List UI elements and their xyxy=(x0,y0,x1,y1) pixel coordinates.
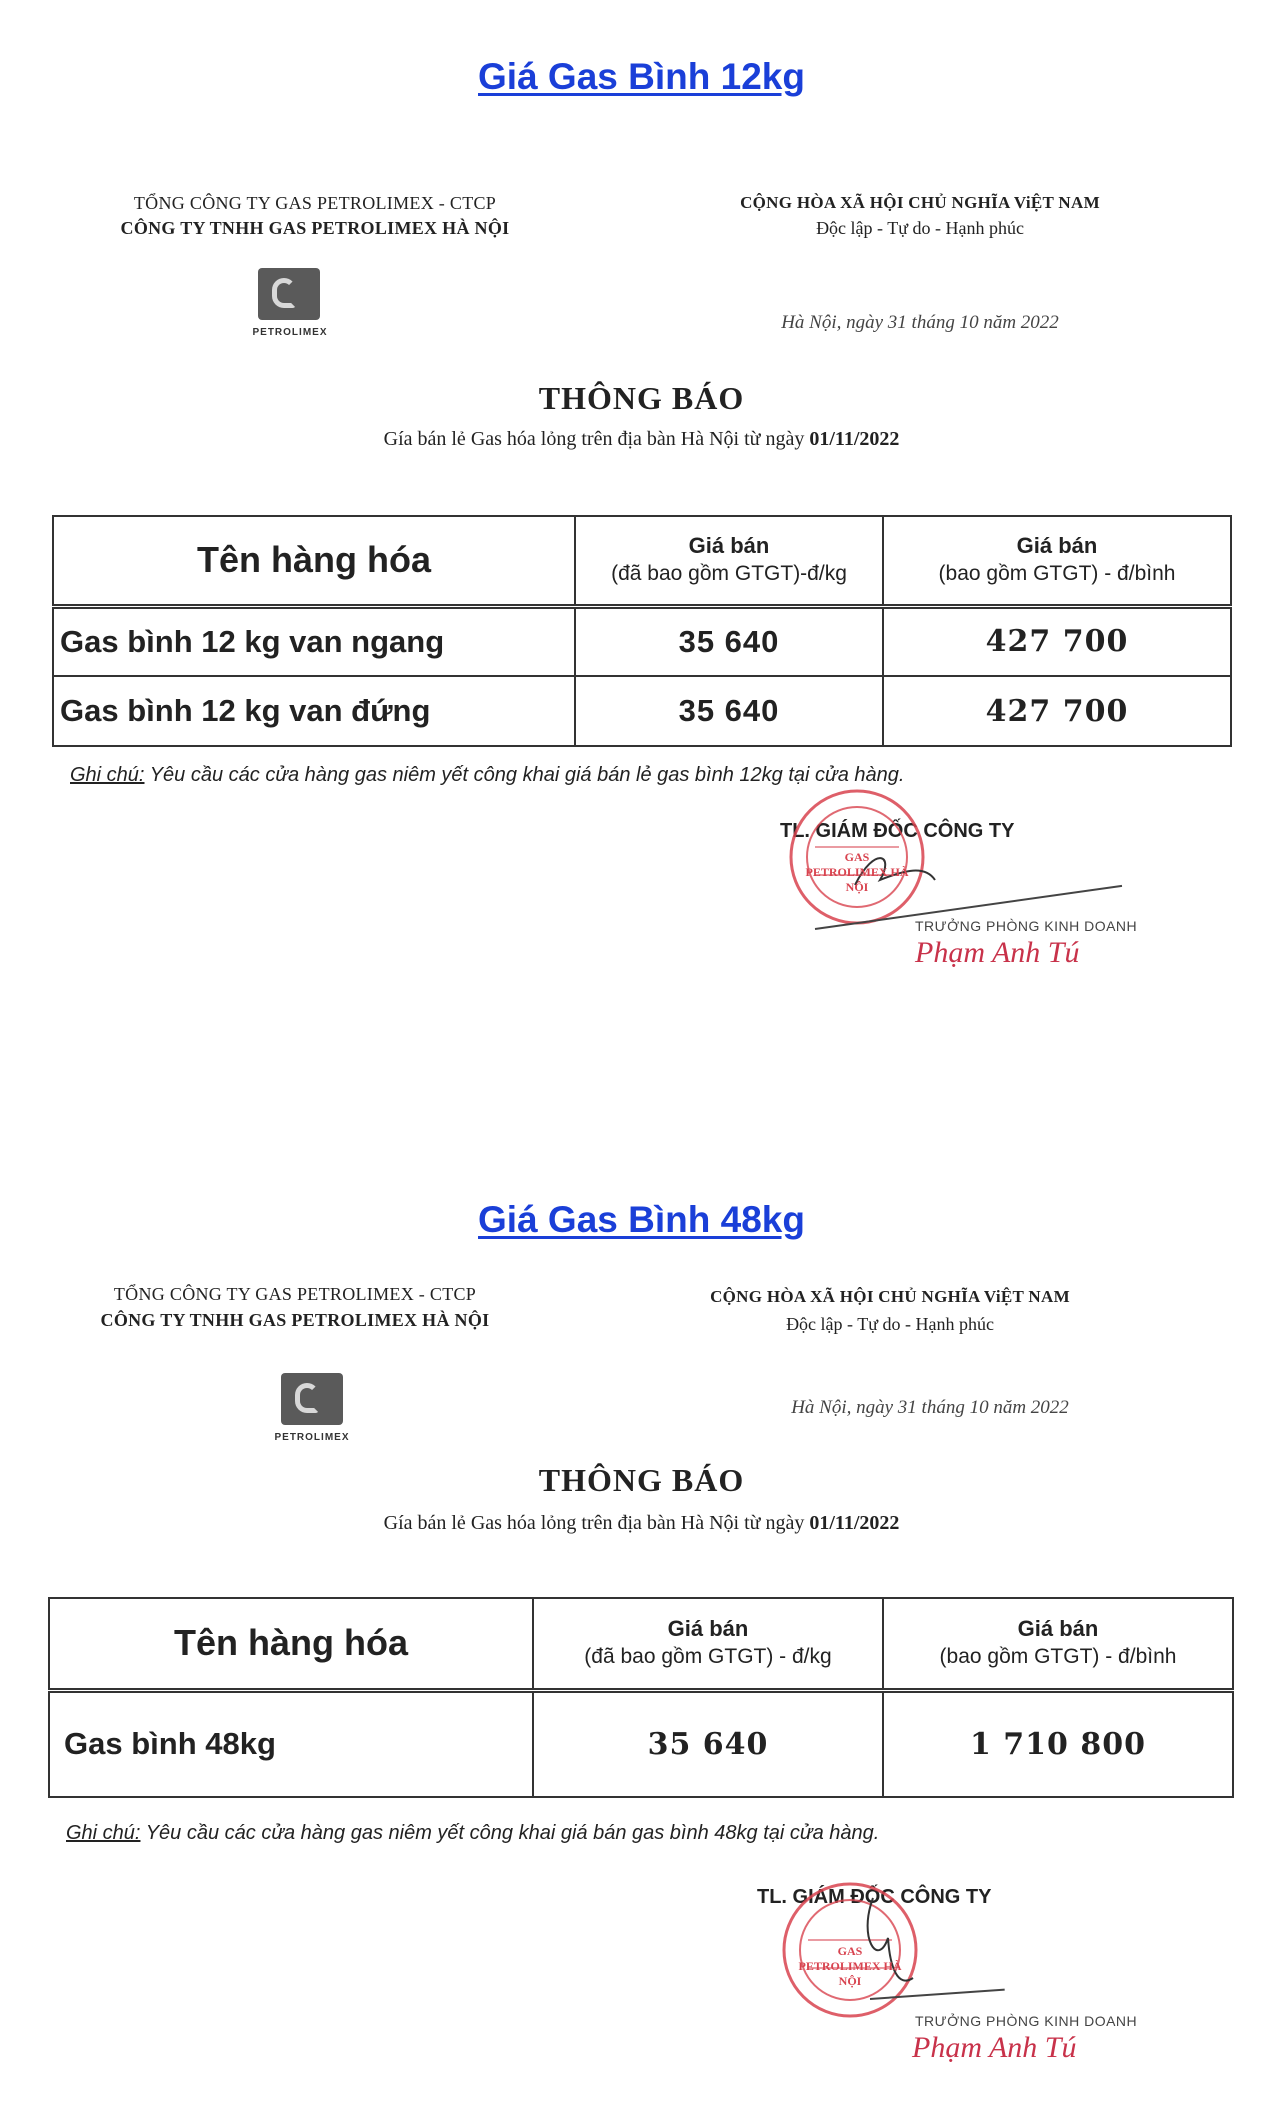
col-header-price-kg-sub: (đã bao gồm GTGT)-đ/kg xyxy=(611,562,847,586)
row-product-name: Gas bình 12 kg van đứng xyxy=(53,676,575,746)
national-motto: Độc lập - Tự do - Hạnh phúc xyxy=(816,218,1024,238)
table-header-row xyxy=(53,516,1231,606)
notice-title: THÔNG BÁO xyxy=(538,1462,745,1498)
price-table-48kg xyxy=(48,1597,1234,1798)
col-header-price-bottle-sub: (bao gồm GTGT) - đ/bình xyxy=(938,562,1176,586)
row-price-bottle: 427 700 xyxy=(883,606,1231,676)
parent-company-name: TỔNG CÔNG TY GAS PETROLIMEX - CTCP xyxy=(113,1284,477,1304)
petrolimex-logo-icon xyxy=(281,1373,343,1425)
col-header-price-bottle xyxy=(883,516,1231,606)
logo-label: PETROLIMEX xyxy=(252,327,328,338)
notice-subtitle-text: Gía bán lẻ Gas hóa lỏng trên địa bàn Hà Nội từ ngày xyxy=(383,1512,805,1534)
stamp-text: GAS PETROLIMEX HÀ NỘI xyxy=(798,1944,902,1988)
row-product-name: Gas bình 12 kg van ngang xyxy=(53,606,575,676)
parent-company-name: TỔNG CÔNG TY GAS PETROLIMEX - CTCP xyxy=(133,193,497,213)
logo-label: PETROLIMEX xyxy=(274,1432,350,1443)
notice-subtitle xyxy=(0,1512,1283,1535)
national-motto: Độc lập - Tự do - Hạnh phúc xyxy=(786,1314,994,1334)
note xyxy=(70,764,1220,787)
table-row xyxy=(49,1690,1233,1797)
issue-date: Hà Nội, ngày 31 tháng 10 năm 2022 xyxy=(781,312,1059,333)
notice-subtitle xyxy=(0,428,1283,451)
stamp-text: GAS PETROLIMEX HÀ NỘI xyxy=(805,850,909,894)
row-price-kg: 35 640 xyxy=(533,1690,883,1797)
republic-header: CỘNG HÒA XÃ HỘI CHỦ NGHĨA ViỆT NAM xyxy=(740,193,1100,212)
notice-effective-date: 01/11/2022 xyxy=(809,1512,900,1534)
issue-date: Hà Nội, ngày 31 tháng 10 năm 2022 xyxy=(791,1397,1069,1418)
section-title-link-12kg[interactable]: Giá Gas Bình 12kg xyxy=(478,56,805,97)
col-header-name: Tên hàng hóa xyxy=(53,516,575,606)
signatory-role: TRƯỞNG PHÒNG KINH DOANH xyxy=(915,2013,1138,2029)
row-price-kg: 35 640 xyxy=(575,606,883,676)
col-header-price-kg xyxy=(575,516,883,606)
col-header-price-bottle-title: Giá bán xyxy=(1017,1616,1099,1642)
table-row xyxy=(53,676,1231,746)
signatory-heading: TL. GIÁM ĐỐC CÔNG TY xyxy=(780,820,1015,842)
col-header-price-kg-title: Giá bán xyxy=(688,533,770,559)
note-label: Ghi chú: xyxy=(66,1822,141,1844)
col-header-price-bottle-sub: (bao gồm GTGT) - đ/bình xyxy=(939,1645,1177,1669)
notice-title: THÔNG BÁO xyxy=(538,380,745,416)
signatory-heading: TL. GIÁM ĐỐC CÔNG TY xyxy=(757,1886,992,1908)
notice-subtitle-text: Gía bán lẻ Gas hóa lỏng trên địa bàn Hà Nội từ ngày xyxy=(383,428,805,450)
table-row xyxy=(53,606,1231,676)
price-table-12kg xyxy=(52,515,1232,747)
col-header-price-bottle xyxy=(883,1598,1233,1690)
row-price-kg: 35 640 xyxy=(575,676,883,746)
company-name: CÔNG TY TNHH GAS PETROLIMEX HÀ NỘI xyxy=(100,1310,490,1330)
note-text: Yêu cầu các cửa hàng gas niêm yết công khai giá bán lẻ gas bình 12kg tại cửa hàng. xyxy=(149,764,905,786)
signatory-name: Phạm Anh Tú xyxy=(915,936,1080,969)
col-header-price-kg xyxy=(533,1598,883,1690)
col-header-name: Tên hàng hóa xyxy=(49,1598,533,1690)
row-product-name: Gas bình 48kg xyxy=(49,1690,533,1797)
note xyxy=(66,1822,1216,1845)
col-header-price-kg-title: Giá bán xyxy=(667,1616,749,1642)
note-text: Yêu cầu các cửa hàng gas niêm yết công khai giá bán gas bình 48kg tại cửa hàng. xyxy=(145,1822,880,1844)
row-price-bottle: 427 700 xyxy=(883,676,1231,746)
petrolimex-logo xyxy=(258,268,320,320)
note-label: Ghi chú: xyxy=(70,764,145,786)
col-header-price-kg-sub: (đã bao gồm GTGT) - đ/kg xyxy=(584,1645,832,1669)
signatory-role: TRƯỞNG PHÒNG KINH DOANH xyxy=(915,918,1138,934)
table-header-row xyxy=(49,1598,1233,1690)
petrolimex-logo-icon xyxy=(258,268,320,320)
notice-effective-date: 01/11/2022 xyxy=(809,428,900,450)
republic-header: CỘNG HÒA XÃ HỘI CHỦ NGHĨA ViỆT NAM xyxy=(710,1287,1070,1306)
row-price-bottle: 1 710 800 xyxy=(883,1690,1233,1797)
section-title-link-48kg[interactable]: Giá Gas Bình 48kg xyxy=(478,1199,805,1240)
signatory-name: Phạm Anh Tú xyxy=(912,2031,1077,2064)
petrolimex-logo xyxy=(281,1373,343,1425)
company-name: CÔNG TY TNHH GAS PETROLIMEX HÀ NỘI xyxy=(120,218,510,238)
col-header-price-bottle-title: Giá bán xyxy=(1016,533,1098,559)
